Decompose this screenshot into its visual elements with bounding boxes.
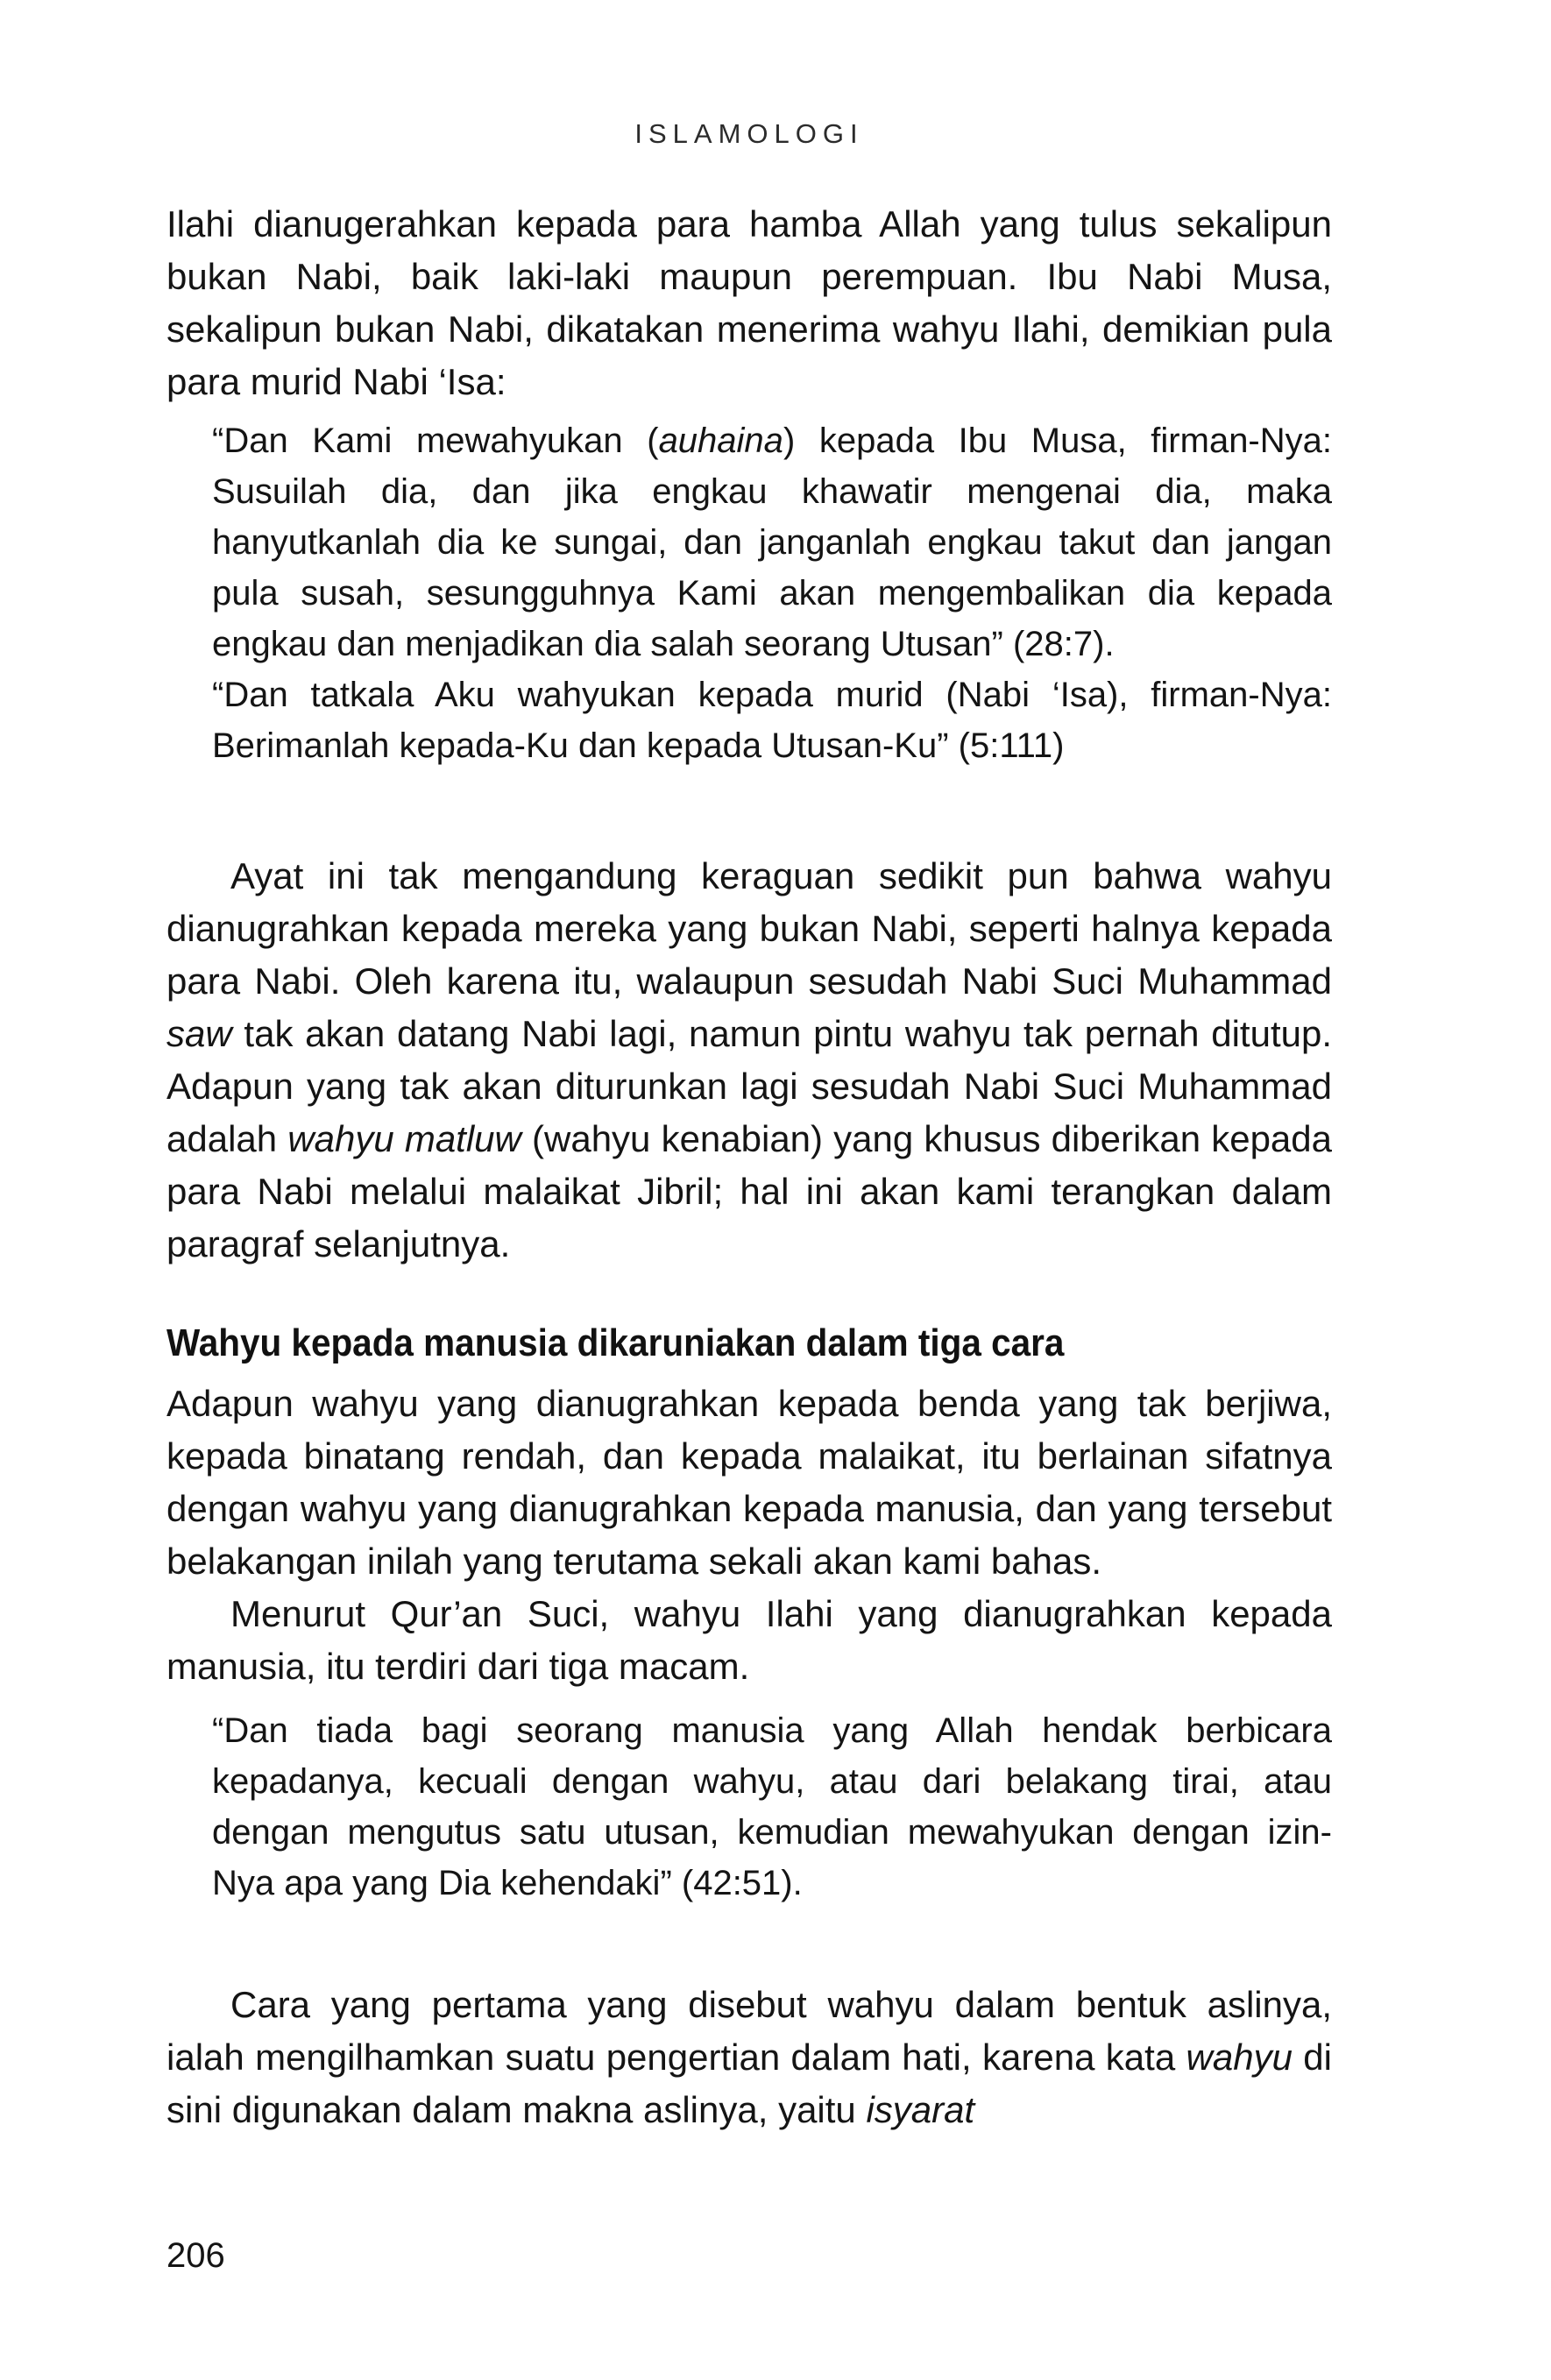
page-number: 206 — [166, 2236, 225, 2275]
paragraph-intro: Ilahi dianugerahkan kepada para hamba Allah yang tulus sekalipun bukan Nabi, baik laki-laki maupun perempuan. Ibu Nabi Musa, sekalipun bukan Nabi, dikatakan menerima wahyu Ilahi, demikian pula para murid Nabi ‘Isa: — [166, 203, 1332, 402]
paragraph-adapun: Adapun wahyu yang dianugrahkan kepada benda yang tak berjiwa, kepada binatang rendah, dan kepada malaikat, itu berlainan sifatnya dengan wahyu yang dianugrahkan kepada manusia, dan yang tersebut belakangan inilah yang terutama sekali akan kami bahas. — [166, 1383, 1332, 1582]
paragraph-menurut: Menurut Qur’an Suci, wahyu Ilahi yang dianugrahkan kepada manusia, itu terdiri dari tiga macam. — [166, 1593, 1332, 1687]
quote-isa: “Dan tatkala Aku wahyukan kepada murid (Nabi ‘Isa), firman-Nya: Berimanlah kepada-Ku dan kepada Utusan-Ku” (5:111) — [212, 676, 1332, 765]
quote-block-tiada — [212, 1705, 1332, 1909]
running-header: ISLAMOLOGI — [634, 118, 864, 149]
quote-tiada: “Dan tiada bagi seorang manusia yang Allah hendak berbicara kepadanya, kecuali dengan wahyu, atau dari belakang tirai, atau dengan mengutus satu utusan, kemudian mewahyukan dengan izin-Nya apa yang Dia kehendaki” (42:51). — [212, 1711, 1332, 1902]
quote-block-wahyu — [212, 415, 1332, 771]
paragraph-cara: Cara yang pertama yang disebut wahyu dalam bentuk aslinya, ialah mengilhamkan suatu pengertian dalam hati, karena kata wahyu di sini digunakan dalam makna aslinya, yaitu isyarat — [166, 1984, 1332, 2130]
section-heading: Wahyu kepada manusia dikaruniakan dalam tiga cara — [166, 1321, 1065, 1364]
paragraph-ayat: Ayat ini tak mengandung keraguan sedikit pun bahwa wahyu dianugrahkan kepada mereka yang bukan Nabi, seperti halnya kepada para Nabi. Oleh karena itu, walaupun sesudah Nabi Suci Muhammad saw tak akan datang Nabi lagi, namun pintu wahyu tak pernah ditutup. Adapun yang tak akan diturunkan lagi sesudah Nabi Suci Muhammad adalah wahyu matluw (wahyu kenabian) yang khusus diberikan kepada para Nabi melalui malaikat Jibril; hal ini akan kami terangkan dalam paragraf selanjutnya. — [166, 855, 1333, 1264]
quote-musa: “Dan Kami mewahyukan (auhaina) kepada Ibu Musa, firman-Nya: Susuilah dia, dan jika engkau khawatir mengenai dia, maka hanyutkanlah dia ke sungai, dan janganlah engkau takut dan jangan pula susah, sesungguhnya Kami akan mengembalikan dia kepada engkau dan menjadikan dia salah seorang Utusan” (28:7). — [212, 421, 1333, 663]
